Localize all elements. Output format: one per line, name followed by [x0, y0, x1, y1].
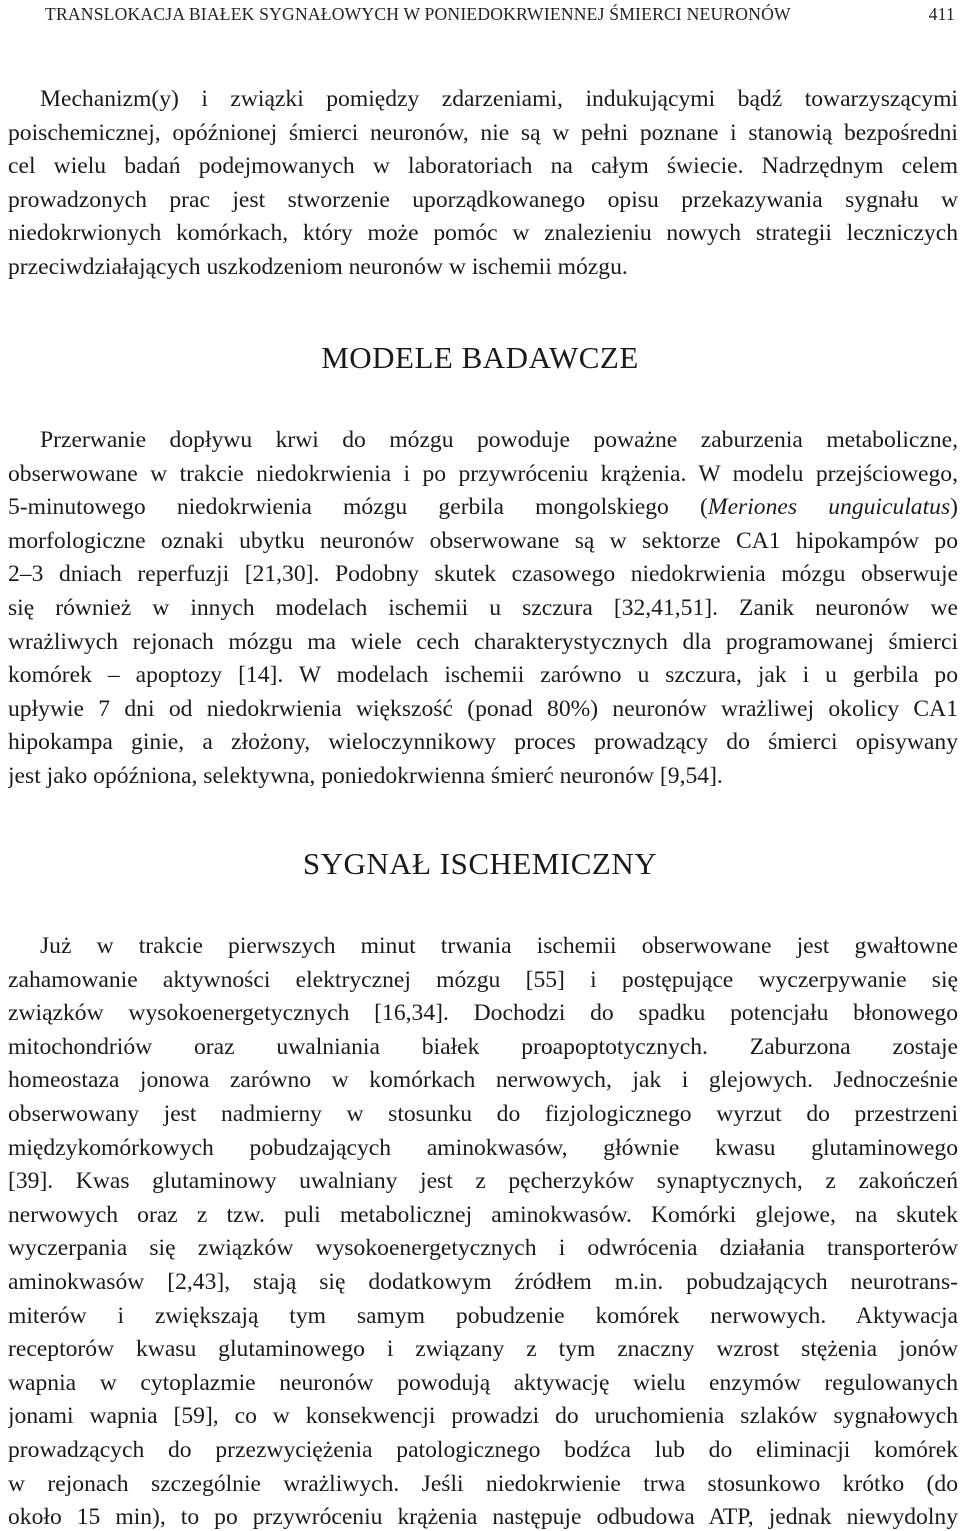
text-line: obserwowany jest nadmierny w stosunku do fizjologicznego wyrzut do przestrzeni: [8, 1100, 958, 1127]
text-line: receptorów kwasu glutaminowego i związany z tym znaczny wzrost stężenia jonów: [8, 1336, 958, 1363]
text-line: Już w trakcie pierwszych minut trwania ischemii obserwowane jest gwałtowne: [40, 933, 958, 959]
text-fragment: ): [950, 494, 958, 521]
text-line: jonami wapnia [59], co w konsekwencji prowadzi do uruchomienia szlaków sygnałowych: [8, 1403, 958, 1430]
text-line: zahamowanie aktywności elektrycznej mózgu [55] i postępujące wyczerpywanie się: [8, 966, 958, 993]
text-line: obserwowane w trakcie niedokrwienia i po przywróceniu krążenia. W modelu przejściowego,: [8, 460, 958, 487]
text-line: Przerwanie dopływu krwi do mózgu powoduje poważne zaburzenia metaboliczne,: [40, 427, 958, 453]
text-line: wyczerpania się związków wysokoenergetycznych i odwrócenia działania transporterów: [8, 1235, 958, 1262]
text-line: [8, 491, 958, 525]
paragraph-mechanisms: [8, 83, 958, 285]
text-line: mitochondriów oraz uwalniania białek proapoptotycznych. Zaburzona zostaje: [8, 1033, 958, 1060]
species-name: Meriones unguiculatus: [707, 494, 951, 521]
text-line: Mechanizm(y) i związki pomiędzy zdarzeniami, indukującymi bądź towarzyszącymi: [40, 86, 958, 112]
text-line: się również w innych modelach ischemii u szczura [32,41,51]. Zanik neuronów we: [8, 594, 958, 621]
paragraph-research-models: [8, 424, 958, 794]
text-line: nerwowych oraz z tzw. puli metabolicznej aminokwasów. Komórki glejowe, na skutek: [8, 1201, 958, 1228]
text-line: związków wysokoenergetycznych [16,34]. Dochodzi do spadku potencjału błonowego: [8, 1000, 958, 1027]
section-heading-research-models: MODELE BADAWCZE: [321, 340, 639, 375]
text-line: przeciwdziałających uszkodzeniom neuronów w ischemii mózgu.: [8, 253, 628, 280]
paragraph-ischemic-signal: [8, 930, 958, 1531]
text-line: cel wielu badań podejmowanych w laboratoriach na całym świecie. Nadrzędnym celem: [8, 153, 958, 180]
text-line: hipokampa ginie, a złożony, wieloczynnikowy proces prowadzący do śmierci opisywany: [8, 729, 958, 756]
text-line: wapnia w cytoplazmie neuronów powodują aktywację wielu enzymów regulowanych: [8, 1369, 958, 1396]
text-line: homeostaza jonowa zarówno w komórkach nerwowych, jak i glejowych. Jednocześnie: [8, 1067, 958, 1094]
text-line: aminokwasów [2,43], stają się dodatkowym źródłem m.in. pobudzających neurotrans-: [8, 1268, 958, 1295]
text-line: około 15 min), to po przywróceniu krążenia następuje odbudowa ATP, jednak niewydolny: [8, 1504, 958, 1531]
text-line: [39]. Kwas glutaminowy uwalniany jest z pęcherzyków synaptycznych, z zakończeń: [8, 1168, 958, 1195]
text-line: poischemicznej, opóźnionej śmierci neuronów, nie są w pełni poznane i stanowią bezpośredni: [8, 119, 958, 146]
text-fragment: 5-minutowego niedokrwienia mózgu gerbila mongolskiego (: [8, 494, 708, 521]
text-line: 2–3 dniach reperfuzji [21,30]. Podobny skutek czasowego niedokrwienia mózgu obserwuje: [8, 561, 958, 588]
text-line: jest jako opóźniona, selektywna, poniedokrwienna śmierć neuronów [9,54].: [8, 762, 723, 789]
text-line: miterów i zwiększają tym samym pobudzenie komórek nerwowych. Aktywacja: [8, 1302, 958, 1329]
page-number: 411: [928, 4, 955, 24]
text-line: wrażliwych rejonach mózgu ma wiele cech charakterystycznych dla programowanej śmierci: [8, 628, 958, 655]
text-line: komórek – apoptozy [14]. W modelach ischemii zarówno u szczura, jak i u gerbila po: [8, 662, 958, 689]
section-heading-ischemic-signal: SYGNAŁ ISCHEMICZNY: [302, 846, 658, 881]
running-header: [45, 4, 955, 30]
text-line: prowadzonych prac jest stworzenie uporządkowanego opisu przekazywania sygnału w: [8, 186, 958, 213]
text-line: niedokrwionych komórkach, który może pomóc w znalezieniu nowych strategii leczniczych: [8, 220, 958, 247]
text-line: upływie 7 dni od niedokrwienia większość (ponad 80%) neuronów wrażliwej okolicy CA1: [8, 695, 958, 722]
running-title: TRANSLOKACJA BIAŁEK SYGNAŁOWYCH W PONIEDOKRWIENNEJ ŚMIERCI NEURONÓW: [45, 4, 791, 24]
text-line: prowadzących do przezwyciężenia patologicznego bodźca lub do eliminacji komórek: [8, 1436, 958, 1463]
text-line: w rejonach szczególnie wrażliwych. Jeśli niedokrwienie trwa stosunkowo krótko (do: [8, 1470, 958, 1497]
text-line: międzykomórkowych pobudzających aminokwasów, głównie kwasu glutaminowego: [8, 1134, 958, 1161]
text-line: morfologiczne oznaki ubytku neuronów obserwowane są w sektorze CA1 hipokampów po: [8, 527, 958, 554]
